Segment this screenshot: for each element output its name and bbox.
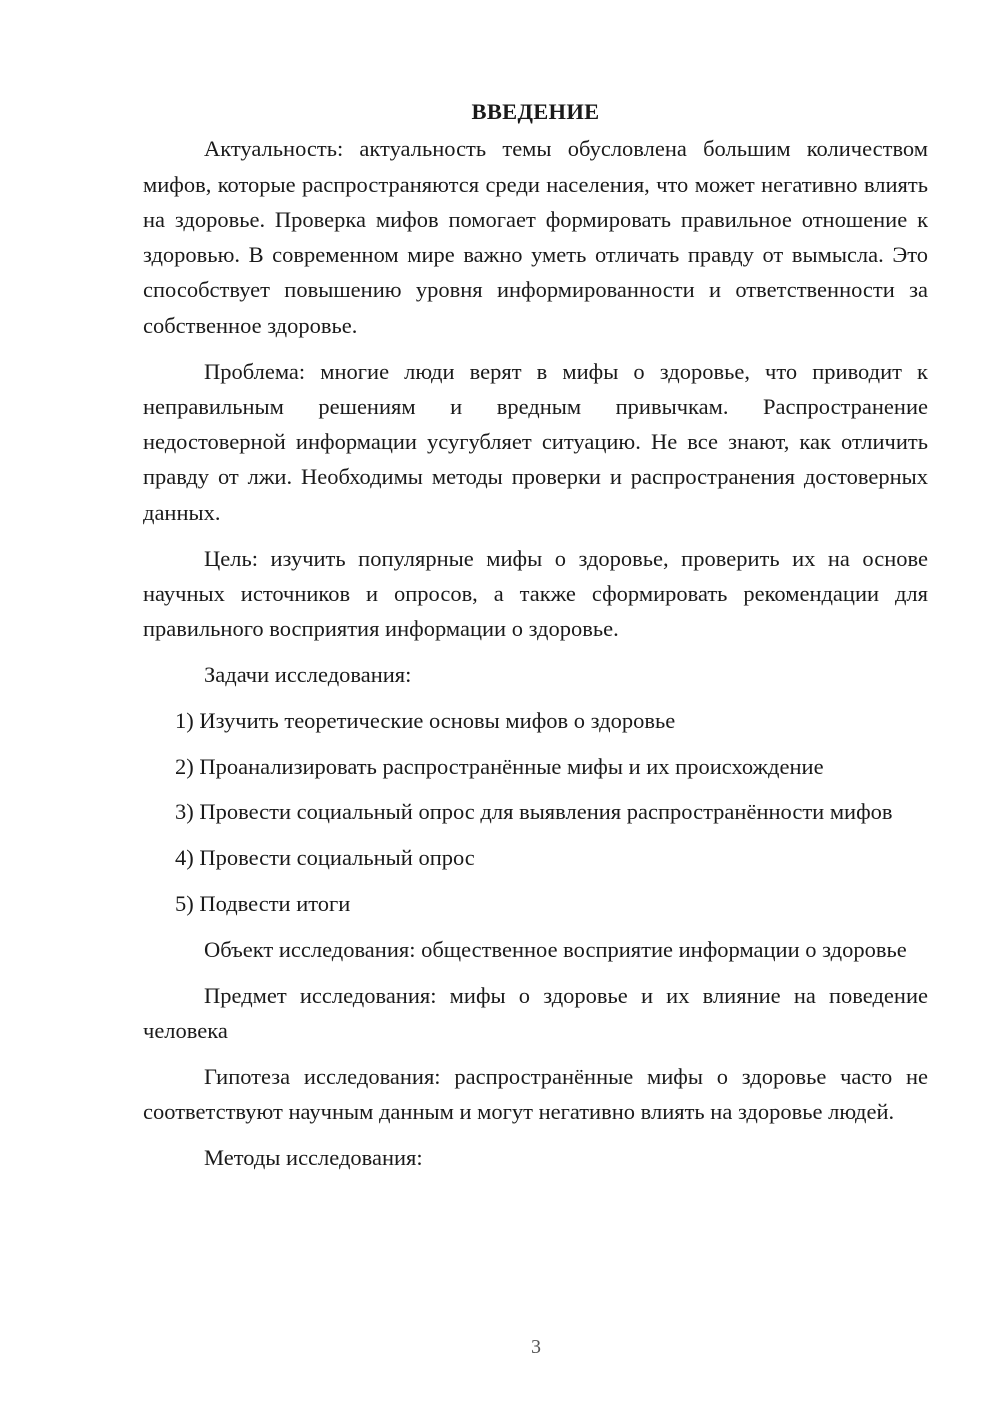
hypothesis-paragraph: Гипотеза исследования: распространённые мифы о здоровье часто не соответствуют научным данным и могут негативно влиять на здоровье людей.	[143, 1063, 928, 1124]
task-item: 1) Изучить теоретические основы мифов о здоровье	[175, 707, 676, 733]
page-number: 3	[531, 1336, 541, 1358]
task-item: 2) Проанализировать распространённые мифы и их происхождение	[175, 753, 824, 779]
task-item: 3) Провести социальный опрос для выявления распространённости мифов	[175, 799, 893, 825]
tasks-heading: Задачи исследования:	[204, 661, 412, 687]
section-title: ВВЕДЕНИЕ	[471, 99, 600, 124]
problem-paragraph: Проблема: многие люди верят в мифы о здоровье, что приводит к неправильным решениям и вредным привычкам. Распространение недостоверной информации усугубляет ситуацию. Не все знают, как отличить правду от лжи. Необходимы методы проверки и распространения достоверных данных.	[143, 358, 928, 525]
relevance-paragraph: Актуальность: актуальность темы обусловлена большим количеством мифов, которые распространяются среди населения, что может негативно влиять на здоровье. Проверка мифов помогает формировать правильное отношение к здоровью. В современном мире важно уметь отличать правду от вымысла. Это способствует повышению уровня информированности и ответственности за собственное здоровье.	[143, 136, 928, 338]
task-item: 4) Провести социальный опрос	[175, 845, 475, 871]
methods-heading: Методы исследования:	[204, 1144, 423, 1170]
subject-paragraph: Предмет исследования: мифы о здоровье и их влияние на поведение человека	[143, 982, 928, 1043]
task-item: 5) Подвести итоги	[175, 890, 351, 916]
goal-paragraph: Цель: изучить популярные мифы о здоровье, проверить их на основе научных источников и опросов, а также сформировать рекомендации для правильного восприятия информации о здоровье.	[143, 545, 928, 642]
page-content	[143, 94, 928, 1186]
object-paragraph: Объект исследования: общественное восприятие информации о здоровье	[204, 936, 907, 962]
